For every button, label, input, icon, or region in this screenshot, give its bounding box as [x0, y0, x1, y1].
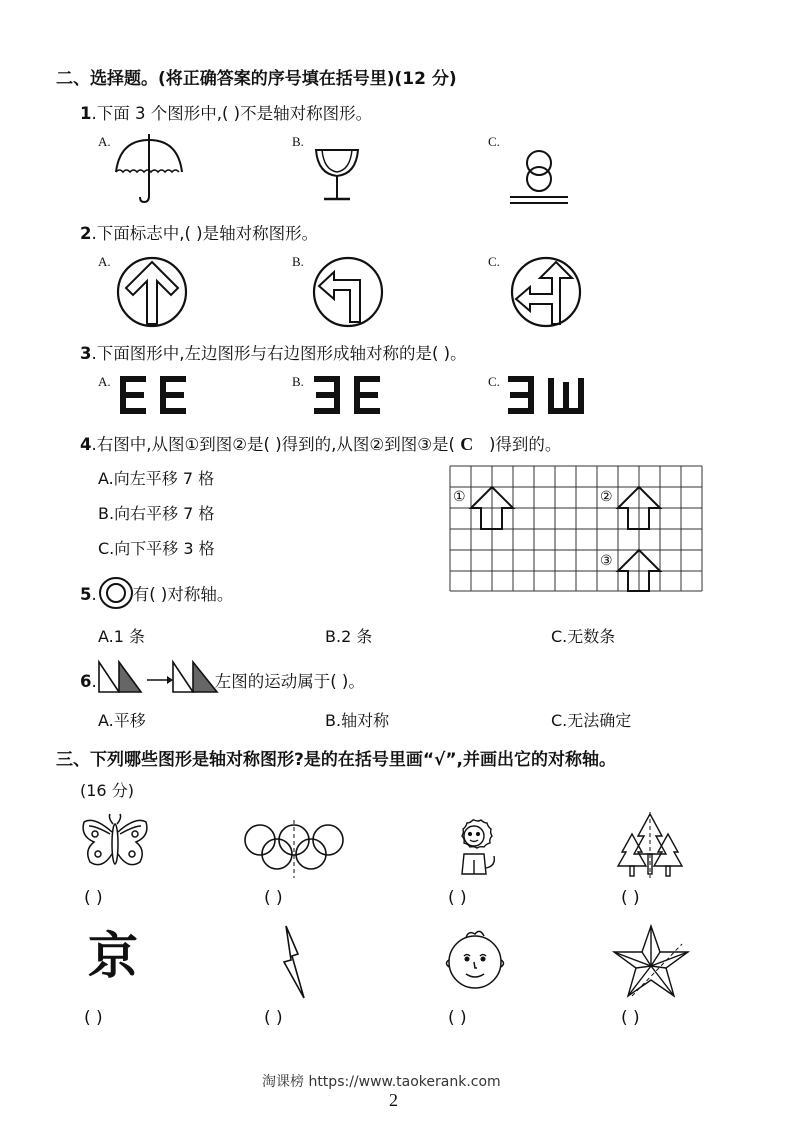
- question-5-number: 5: [80, 585, 92, 604]
- q5-option-a: A.1 条: [98, 627, 146, 646]
- question-3-text: .下面图形中,左边图形与右边图形成轴对称的是( )。: [91, 344, 467, 363]
- answer-blank-5[interactable]: ( ): [84, 1008, 103, 1028]
- up-arrow-sign-icon: [116, 256, 188, 328]
- wine-glass-icon: [312, 146, 362, 204]
- question-4-number: 4: [80, 435, 92, 454]
- question-2-text: .下面标志中,( )是轴对称图形。: [91, 224, 319, 243]
- smiling-face-icon: [444, 928, 506, 992]
- grid-label-1: ①: [453, 489, 466, 505]
- q6-option-c: C.无法确定: [551, 711, 632, 730]
- triangle-motion-icon: [97, 658, 221, 694]
- olympic-rings-icon: [242, 820, 348, 878]
- q6-option-b: B.轴对称: [325, 711, 390, 730]
- translation-grid: [450, 466, 704, 592]
- q1-option-b-label: B.: [292, 134, 304, 149]
- question-4: [80, 431, 561, 455]
- q2-option-a-label: A.: [98, 254, 111, 269]
- question-3: [80, 340, 467, 364]
- q2-option-b-label: B.: [292, 254, 304, 269]
- page-number: 2: [389, 1090, 398, 1110]
- letter-pair-a-icon: [118, 374, 190, 416]
- q3-option-a-label: A.: [98, 374, 111, 389]
- trees-icon: [612, 812, 688, 878]
- q5-option-c: C.无数条: [551, 627, 616, 646]
- jing-character: 京: [88, 927, 138, 985]
- question-1-text: .下面 3 个图形中,( )不是轴对称图形。: [91, 104, 373, 123]
- q2-option-c-label: C.: [488, 254, 500, 269]
- answer-blank-6[interactable]: ( ): [264, 1008, 283, 1028]
- question-3-number: 3: [80, 344, 92, 363]
- q4-option-c: C.向下平移 3 格: [98, 539, 215, 558]
- answer-blank-8[interactable]: ( ): [621, 1008, 640, 1028]
- letter-pair-b-icon: [312, 374, 384, 416]
- overlapping-circles-icon: [508, 144, 570, 206]
- question-6-dot: .: [91, 672, 97, 691]
- answer-blank-1[interactable]: ( ): [84, 888, 103, 908]
- concentric-circles-icon: [98, 577, 134, 609]
- lion-icon: [448, 818, 500, 878]
- section-2-title: 二、选择题。(将正确答案的序号填在括号里)(12 分): [56, 69, 457, 89]
- question-2: [80, 220, 318, 244]
- question-5-dot: .: [91, 585, 97, 604]
- question-6-number: 6: [80, 672, 92, 691]
- question-6-text: 左图的运动属于( )。: [214, 672, 365, 691]
- answer-blank-3[interactable]: ( ): [448, 888, 467, 908]
- butterfly-icon: [80, 812, 150, 876]
- turn-left-sign-icon: [312, 256, 384, 328]
- umbrella-icon: [112, 134, 186, 206]
- q6-option-a: A.平移: [98, 711, 146, 730]
- q1-option-a-label: A.: [98, 134, 111, 149]
- question-1: [80, 100, 372, 124]
- grid-label-2: ②: [600, 489, 613, 505]
- question-5-text: 有( )对称轴。: [132, 585, 234, 604]
- straight-or-left-sign-icon: [510, 256, 582, 328]
- q3-option-c-label: C.: [488, 374, 500, 389]
- letter-pair-c-icon: [506, 374, 586, 416]
- q3-option-b-label: B.: [292, 374, 304, 389]
- answer-blank-2[interactable]: ( ): [264, 888, 283, 908]
- question-4-answer: C: [460, 434, 474, 454]
- star-icon: [612, 924, 690, 998]
- q1-option-c-label: C.: [488, 134, 500, 149]
- section-3-points: (16 分): [80, 781, 134, 800]
- question-2-number: 2: [80, 224, 92, 243]
- footer-watermark: 淘课榜 https://www.taokerank.com: [262, 1074, 501, 1090]
- question-4-text-a: .右图中,从图①到图②是( )得到的,从图②到图③是(: [91, 435, 455, 454]
- question-1-number: 1: [80, 104, 92, 123]
- q4-option-b: B.向右平移 7 格: [98, 504, 215, 523]
- answer-blank-7[interactable]: ( ): [448, 1008, 467, 1028]
- q5-option-b: B.2 条: [325, 627, 373, 646]
- section-3-title: 三、下列哪些图形是轴对称图形?是的在括号里画“√”,并画出它的对称轴。: [56, 750, 617, 770]
- answer-blank-4[interactable]: ( ): [621, 888, 640, 908]
- grid-label-3: ③: [600, 553, 613, 569]
- question-4-text-b: )得到的。: [488, 435, 562, 454]
- q4-option-a: A.向左平移 7 格: [98, 469, 215, 488]
- lightning-bolt-icon: [280, 924, 308, 1000]
